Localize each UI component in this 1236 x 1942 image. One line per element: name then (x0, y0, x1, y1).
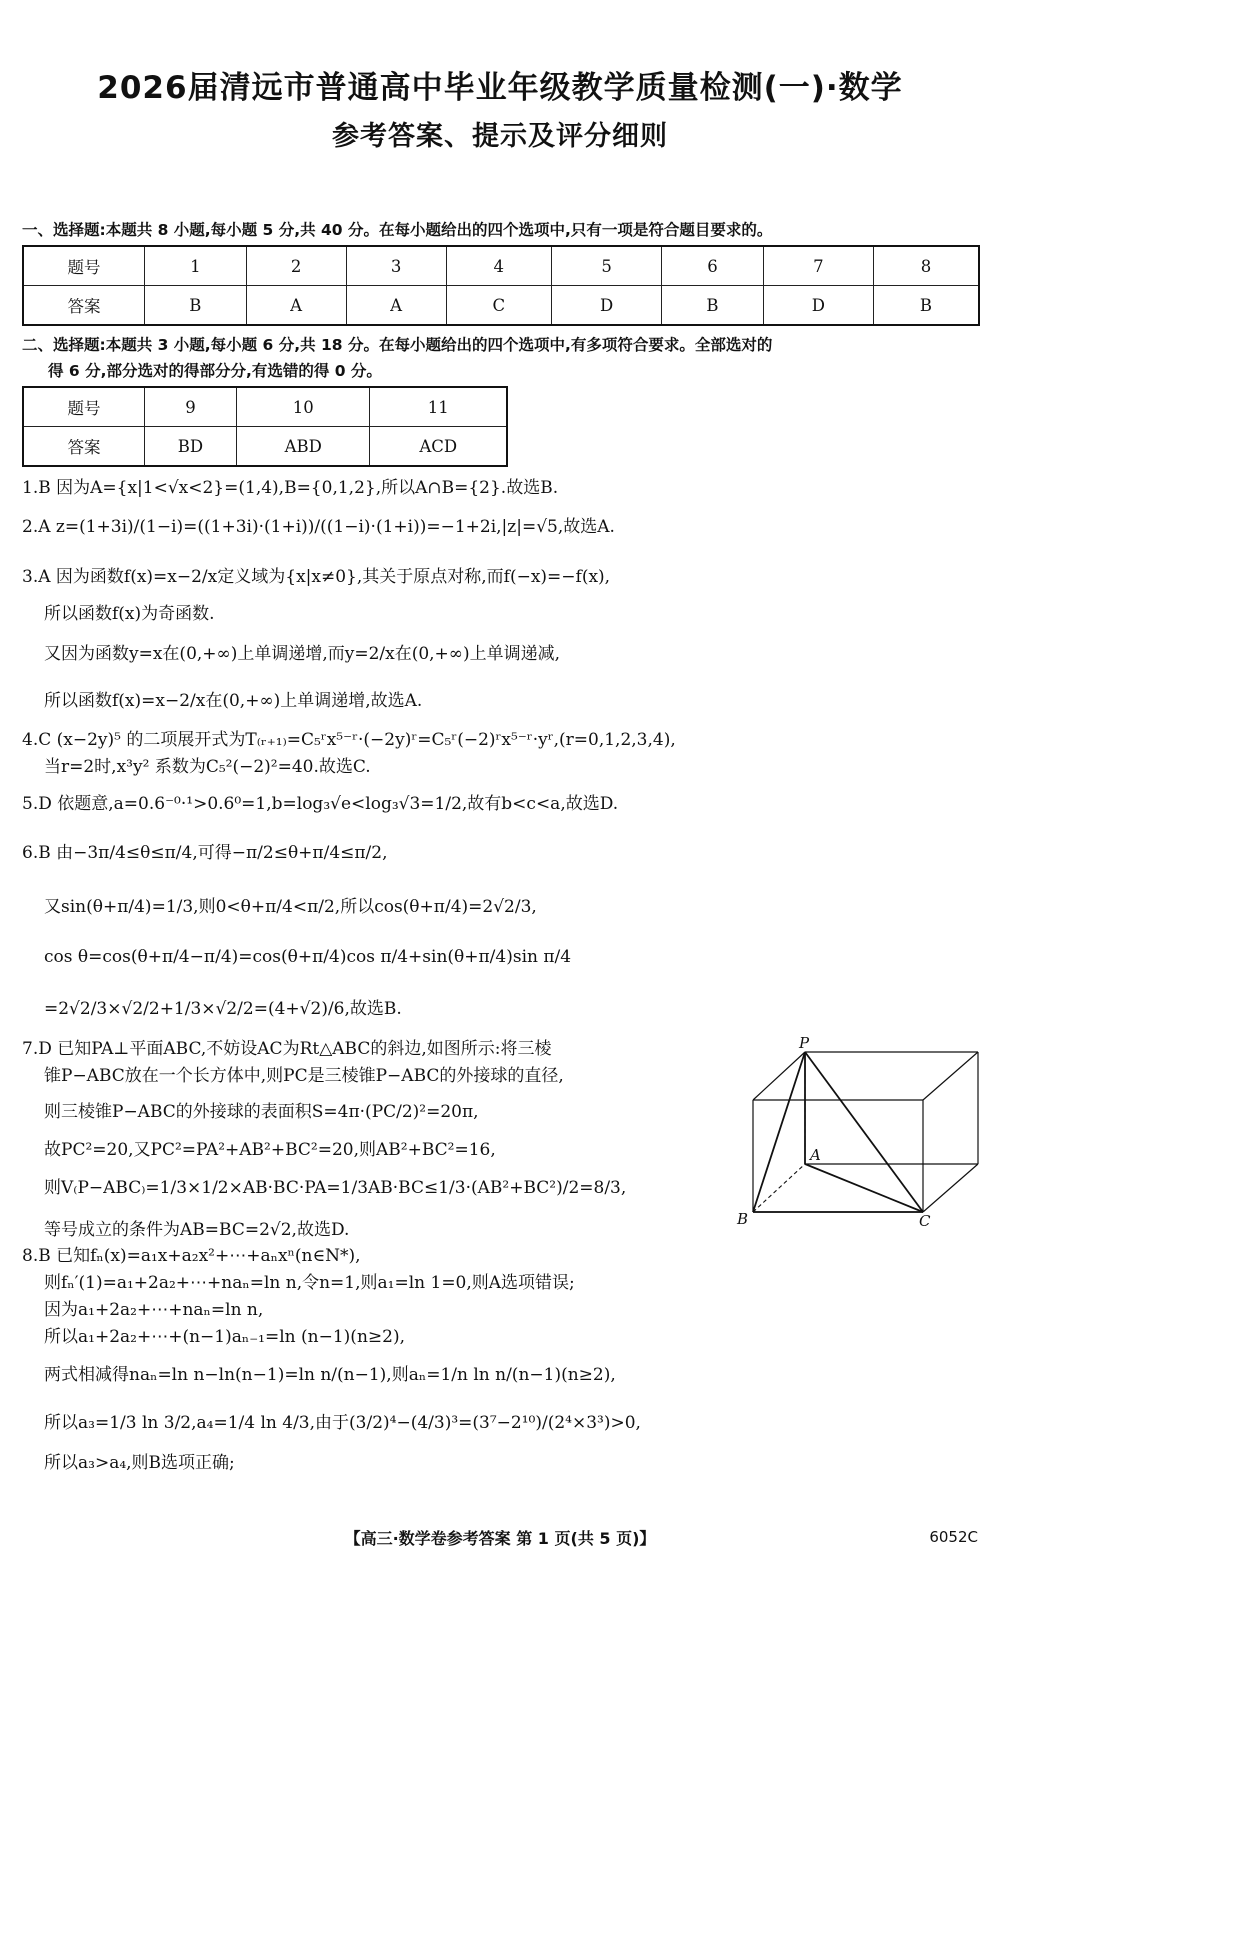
question-number: 8 (873, 246, 979, 286)
table-row (23, 246, 979, 286)
answer-cell: ABD (236, 427, 370, 467)
answer-cell: D (763, 286, 873, 326)
document-code: 6052C (929, 1528, 978, 1546)
solution-line: 1.B 因为A={x|1<√x<2}=(1,4),B={0,1,2},所以A∩B={2}.故选B. (22, 478, 559, 498)
answer-cell: C (446, 286, 551, 326)
tetrahedron-figure (735, 1036, 985, 1226)
label-p: P (799, 1036, 810, 1052)
row-label-answer: 答案 (23, 286, 145, 326)
label-b: B (737, 1210, 749, 1226)
page-title: 2026届清远市普通高中毕业年级教学质量检测(一)·数学 (97, 70, 903, 106)
solution-line: 所以a₃=1/3 ln 3/2,a₄=1/4 ln 4/3,由于(3/2)⁴−(4/3)³=(3⁷−2¹⁰)/(2⁴×3³)>0, (44, 1413, 641, 1433)
answer-cell: BD (145, 427, 237, 467)
solution-line: 所以函数f(x)为奇函数. (44, 604, 215, 624)
row-label-answer: 答案 (23, 427, 145, 467)
question-number: 11 (370, 387, 507, 427)
solution-line: 所以函数f(x)=x−2/x在(0,+∞)上单调递增,故选A. (44, 691, 423, 711)
label-a: A (810, 1146, 821, 1164)
solution-line: 两式相减得naₙ=ln n−ln(n−1)=ln n/(n−1),则aₙ=1/n ln n/(n−1)(n≥2), (44, 1365, 616, 1385)
solution-line: 5.D 依题意,a=0.6⁻⁰·¹>0.6⁰=1,b=log₃√e<log₃√3=1/2,故有b<c<a,故选D. (22, 794, 619, 814)
question-number: 1 (145, 246, 247, 286)
row-label-number: 题号 (23, 387, 145, 427)
solution-line: 故PC²=20,又PC²=PA²+AB²+BC²=20,则AB²+BC²=16, (44, 1140, 496, 1160)
answer-cell: A (246, 286, 346, 326)
box-edge (923, 1164, 978, 1212)
label-c: C (919, 1212, 931, 1226)
section1-heading: 一、选择题:本题共 8 小题,每小题 5 分,共 40 分。在每小题给出的四个选项中,只有一项是符合题目要求的。 (22, 221, 773, 239)
solution-line: cos θ=cos(θ+π/4−π/4)=cos(θ+π/4)cos π/4+sin(θ+π/4)sin π/4 (44, 947, 572, 967)
box-edge (923, 1052, 978, 1100)
solution-line: =2√2/3×√2/2+1/3×√2/2=(4+√2)/6,故选B. (44, 999, 402, 1019)
solution-line: 又因为函数y=x在(0,+∞)上单调递增,而y=2/x在(0,+∞)上单调递减, (44, 644, 561, 664)
question-number: 5 (552, 246, 662, 286)
solution-line: 则fₙ′(1)=a₁+2a₂+⋯+naₙ=ln n,令n=1,则a₁=ln 1=0,则A选项错误; (44, 1273, 575, 1293)
solution-line: 又sin(θ+π/4)=1/3,则0<θ+π/4<π/2,所以cos(θ+π/4)=2√2/3, (44, 897, 537, 917)
table-row (23, 286, 979, 326)
section1-answer-table (22, 245, 980, 326)
solution-line: 因为a₁+2a₂+⋯+naₙ=ln n, (44, 1300, 264, 1320)
solution-line: 2.A z=(1+3i)/(1−i)=((1+3i)·(1+i))/((1−i)·(1+i))=−1+2i,|z|=√5,故选A. (22, 517, 615, 537)
question-number: 7 (763, 246, 873, 286)
solution-line: 3.A 因为函数f(x)=x−2/x定义域为{x|x≠0},其关于原点对称,而f(−x)=−f(x), (22, 567, 611, 587)
question-number: 4 (446, 246, 551, 286)
page-subtitle: 参考答案、提示及评分细则 (332, 121, 668, 152)
solution-line: 当r=2时,x³y² 系数为C₅²(−2)²=40.故选C. (44, 757, 371, 777)
answer-cell: ACD (370, 427, 507, 467)
solution-line: 7.D 已知PA⊥平面ABC,不妨设AC为Rt△ABC的斜边,如图所示:将三棱 (22, 1039, 552, 1059)
question-number: 9 (145, 387, 237, 427)
page-footer: 【高三·数学卷参考答案 第 1 页(共 5 页)】 (344, 1529, 656, 1548)
question-number: 6 (662, 246, 764, 286)
solution-line: 8.B 已知fₙ(x)=a₁x+a₂x²+⋯+aₙxⁿ(n∈N*), (22, 1246, 361, 1266)
question-number: 2 (246, 246, 346, 286)
answer-cell: A (346, 286, 446, 326)
solution-line: 4.C (x−2y)⁵ 的二项展开式为T₍ᵣ₊₁₎=C₅ʳx⁵⁻ʳ·(−2y)ʳ=C₅ʳ(−2)ʳx⁵⁻ʳ·yʳ,(r=0,1,2,3,4), (22, 730, 676, 750)
answer-cell: B (145, 286, 247, 326)
section2-answer-table (22, 386, 508, 467)
table-row (23, 427, 507, 467)
solution-line: 所以a₁+2a₂+⋯+(n−1)aₙ₋₁=ln (n−1)(n≥2), (44, 1327, 405, 1347)
question-number: 10 (236, 387, 370, 427)
answer-cell: B (873, 286, 979, 326)
question-number: 3 (346, 246, 446, 286)
solution-line: 则三棱锥P−ABC的外接球的表面积S=4π·(PC/2)²=20π, (44, 1102, 479, 1122)
answer-cell: B (662, 286, 764, 326)
solution-line: 则V₍P−ABC₎=1/3×1/2×AB·BC·PA=1/3AB·BC≤1/3·(AB²+BC²)/2=8/3, (44, 1178, 627, 1198)
section2-heading-line2: 得 6 分,部分选对的得部分分,有选错的得 0 分。 (48, 362, 382, 380)
row-label-number: 题号 (23, 246, 145, 286)
solution-line: 等号成立的条件为AB=BC=2√2,故选D. (44, 1220, 350, 1240)
solution-line: 所以a₃>a₄,则B选项正确; (44, 1453, 235, 1473)
answer-cell: D (552, 286, 662, 326)
table-row (23, 387, 507, 427)
solution-line: 6.B 由−3π/4≤θ≤π/4,可得−π/2≤θ+π/4≤π/2, (22, 843, 388, 863)
solution-line: 锥P−ABC放在一个长方体中,则PC是三棱锥P−ABC的外接球的直径, (44, 1066, 564, 1086)
section2-heading-line1: 二、选择题:本题共 3 小题,每小题 6 分,共 18 分。在每小题给出的四个选项中,有多项符合要求。全部选对的 (22, 336, 773, 354)
